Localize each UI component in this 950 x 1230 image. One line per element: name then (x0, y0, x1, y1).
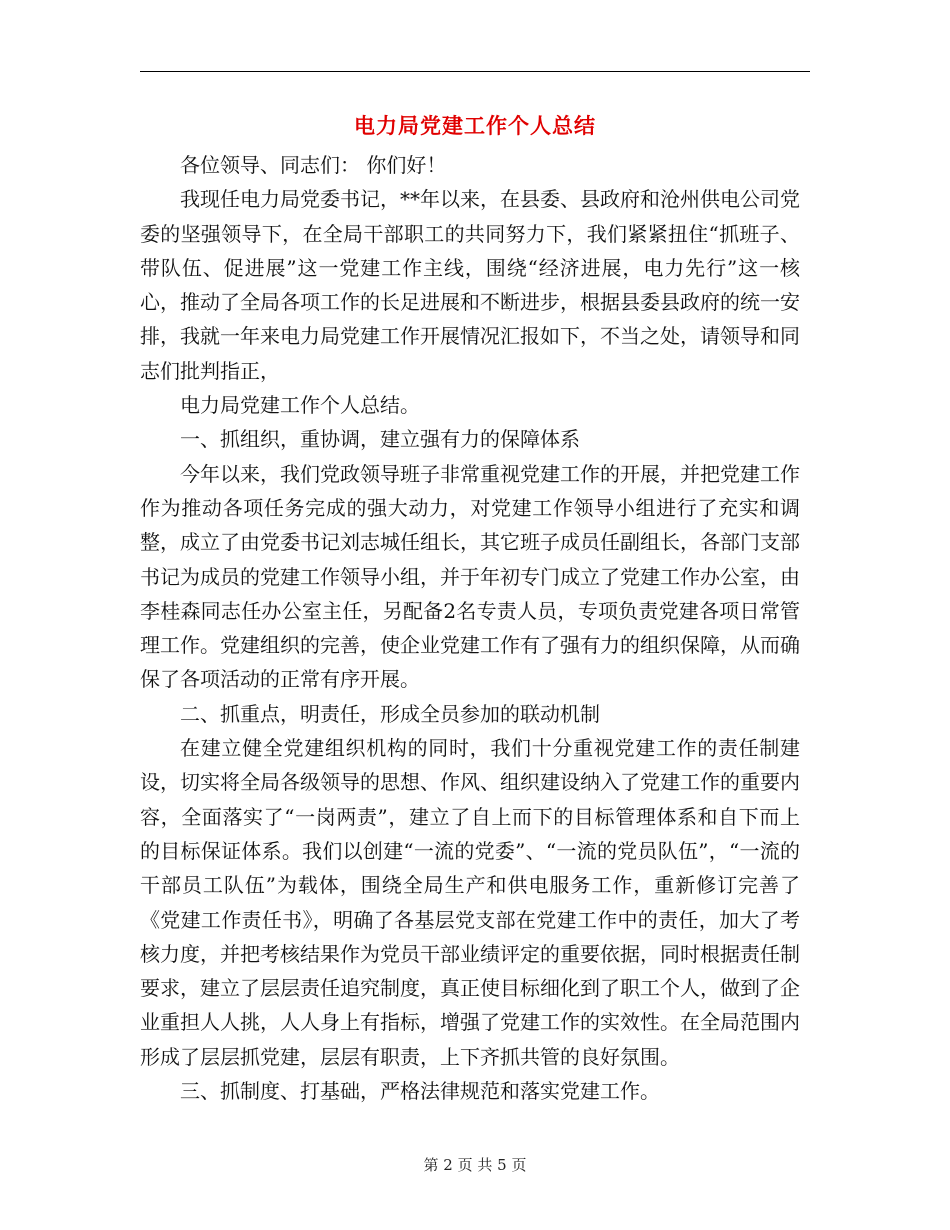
document-body (140, 148, 800, 1108)
section-body-1: 今年以来，我们党政领导班子非常重视党建工作的开展，并把党建工作作为推动各项任务完成的强大动力，对党建工作领导小组进行了充实和调整，成立了由党委书记刘志城任组长，其它班子成员任副组长，各部门支部书记为成员的党建工作领导小组，并于年初专门成立了党建工作办公室，由李桂森同志任办公室主任，另配备2名专责人员，专项负责党建各项日常管理工作。党建组织的完善，使企业党建工作有了强有力的组织保障，从而确保了各项活动的正常有序开展。 (140, 461, 800, 692)
intro-paragraph: 我现任电力局党委书记，**年以来，在县委、县政府和沧州供电公司党委的坚强领导下，在全局干部职工的共同努力下，我们紧紧扭住“抓班子、带队伍、促进展”这一党建工作主线，围绕“经济进展，电力先行”这一核心，推动了全局各项工作的长足进展和不断进步，根据县委县政府的统一安排，我就一年来电力局党建工作开展情况汇报如下，不当之处，请领导和同志们批判指正， (140, 187, 800, 383)
section-heading-3: 三、抓制度、打基础，严格法律规范和落实党建工作。 (180, 1079, 660, 1104)
header-rule (140, 71, 810, 72)
greeting-paragraph: 各位领导、同志们： 你们好！ (180, 153, 447, 177)
section-body-2: 在建立健全党建组织机构的同时，我们十分重视党建工作的责任制建设，切实将全局各级领导的思想、作风、组织建设纳入了党建工作的重要内容，全面落实了“一岗两责”，建立了自上而下的目标管理体系和自下而上的目标保证体系。我们以创建“一流的党委”、“一流的党员队伍”，“一流的干部员工队伍”为载体，围绕全局生产和供电服务工作，重新修订完善了《党建工作责任书》，明确了各基层党支部在党建工作中的责任，加大了考核力度，并把考核结果作为党员干部业绩评定的重要依据，同时根据责任制要求，建立了层层责任追究制度，真正使目标细化到了职工个人，做到了企业重担人人挑，人人身上有指标，增强了党建工作的实效性。在全局范围内形成了层层抓党建，层层有职责，上下齐抓共管的良好氛围。 (140, 736, 800, 1069)
page-number-footer: 第 2 页 共 5 页 (423, 1156, 527, 1174)
document-title: 电力局党建工作个人总结 (354, 113, 596, 138)
section-heading-1: 一、抓组织，重协调，建立强有力的保障体系 (180, 427, 580, 452)
summary-line: 电力局党建工作个人总结。 (180, 393, 420, 418)
section-heading-2: 二、抓重点，明责任，形成全员参加的联动机制 (180, 701, 600, 726)
